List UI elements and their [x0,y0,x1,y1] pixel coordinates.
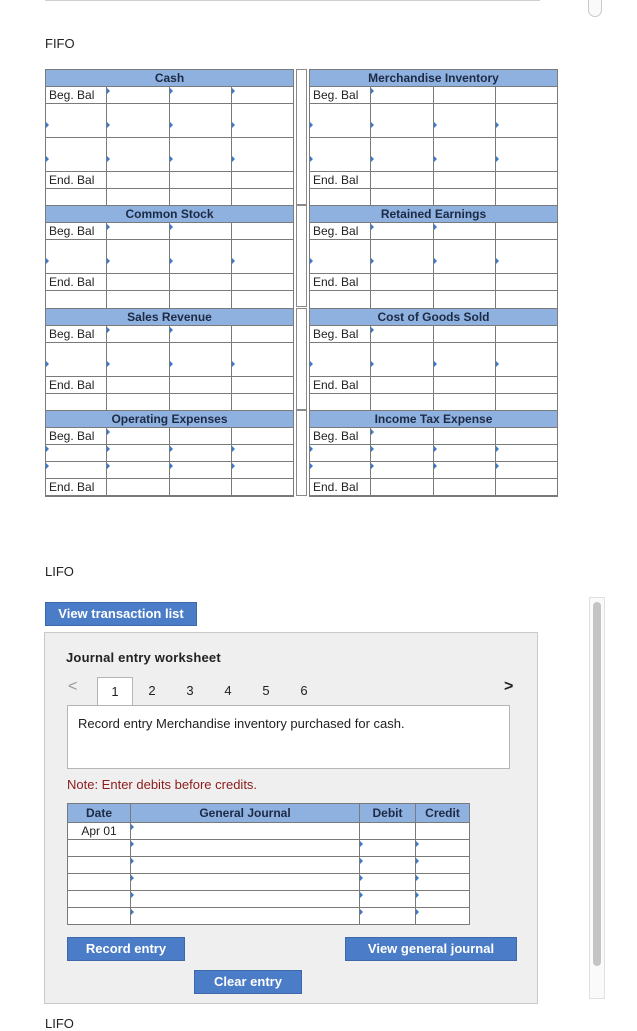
common-debit-input[interactable] [107,257,170,273]
t-account-operating-expenses [45,410,294,497]
opex-credit-input[interactable] [232,462,293,478]
date-cell [68,891,131,908]
credit-input[interactable] [416,840,470,857]
tax-credit-input[interactable] [496,428,557,444]
credit-input[interactable] [416,891,470,908]
table-row [68,823,470,840]
common-ref-input[interactable] [46,257,107,273]
t-account-title: Sales Revenue [46,309,293,326]
scrollbar-top[interactable] [588,0,602,17]
credit-input[interactable] [416,874,470,891]
opex-ref-input[interactable] [170,428,232,444]
retained-debit-input[interactable] [371,257,434,273]
tax-ref-input[interactable] [310,445,371,461]
debit-input[interactable] [360,908,416,925]
sales-ref-input[interactable] [170,326,232,342]
credit-input[interactable] [416,823,470,840]
merch-credit-input[interactable] [496,121,557,137]
beg-bal-label: Beg. Bal [46,326,107,342]
date-header: Date [68,804,131,823]
retained-end-debit[interactable] [371,274,434,290]
opex-end-debit[interactable] [107,479,170,495]
opex-end-credit[interactable] [232,479,293,495]
t-account-title: Income Tax Expense [310,411,557,428]
t-account-title: Cash [46,70,293,87]
opex-ref-input[interactable] [46,445,107,461]
debit-input[interactable] [360,823,416,840]
merch-ref-input[interactable] [434,121,496,137]
opex-debit-input[interactable] [107,428,170,444]
top-divider [45,0,540,1]
merch-credit-input[interactable] [496,87,557,103]
account-input[interactable] [131,823,360,840]
beg-bal-label: Beg. Bal [310,223,371,239]
retained-debit-input[interactable] [371,223,434,239]
merch-end-debit[interactable] [371,172,434,188]
cogs-end-credit[interactable] [496,377,557,393]
end-bal-label: End. Bal [310,479,371,495]
panel-scrollbar[interactable] [589,597,605,999]
t-account-title: Common Stock [46,206,293,223]
retained-credit-input[interactable] [496,257,557,273]
cogs-ref-input[interactable] [310,360,371,376]
common-credit-input[interactable] [232,257,293,273]
entry-text: Record entry Merchandise inventory purchased for cash. [78,716,405,731]
cogs-credit-input[interactable] [496,360,557,376]
tab-entry-3[interactable]: 3 [186,683,194,698]
beg-bal-label: Beg. Bal [310,326,371,342]
beg-bal-label: Beg. Bal [310,87,371,103]
scrollbar-thumb[interactable] [593,602,601,966]
date-cell [68,908,131,925]
account-input[interactable] [131,840,360,857]
table-row [68,891,470,908]
beg-bal-label: Beg. Bal [46,87,107,103]
debit-input[interactable] [360,840,416,857]
credit-header: Credit [416,804,470,823]
retained-ref-input[interactable] [434,257,496,273]
tax-credit-input[interactable] [496,445,557,461]
opex-debit-input[interactable] [107,462,170,478]
end-bal-label: End. Bal [46,172,107,188]
date-cell [68,840,131,857]
retained-end-credit[interactable] [496,274,557,290]
tab-entry-1[interactable]: 1 [97,677,133,705]
merch-credit-input[interactable] [496,155,557,171]
tax-debit-input[interactable] [371,462,434,478]
beg-bal-label: Beg. Bal [310,428,371,444]
cogs-ref-input[interactable] [434,360,496,376]
beg-bal-label: Beg. Bal [46,428,107,444]
sales-debit-input[interactable] [107,360,170,376]
clear-entry-button[interactable]: Clear entry [194,970,302,994]
tab-entry-4[interactable]: 4 [224,683,232,698]
sales-credit-input[interactable] [232,360,293,376]
cash-credit-input[interactable] [232,121,293,137]
end-bal-label: End. Bal [46,274,107,290]
end-bal-label: End. Bal [46,479,107,495]
account-input[interactable] [131,891,360,908]
tax-ref-input[interactable] [434,428,496,444]
t-account-title: Operating Expenses [46,411,293,428]
common-debit-input[interactable] [107,223,170,239]
common-end-credit[interactable] [232,274,293,290]
sales-debit-input[interactable] [107,326,170,342]
common-ref-input[interactable] [170,257,232,273]
cash-debit-input[interactable] [107,121,170,137]
debit-input[interactable] [360,891,416,908]
account-input[interactable] [131,857,360,874]
sales-ref-input[interactable] [170,360,232,376]
t-account-divider [296,205,307,307]
t-account-income-tax-expense [309,410,558,497]
table-row [68,874,470,891]
sales-credit-input[interactable] [232,326,293,342]
merch-ref-input[interactable] [310,121,371,137]
table-row [68,908,470,925]
debit-input[interactable] [360,874,416,891]
chevron-left-icon[interactable]: < [68,678,78,695]
t-account-common-stock [45,205,294,309]
cogs-end-debit[interactable] [371,377,434,393]
account-input[interactable] [131,908,360,925]
cash-end-credit[interactable] [232,172,293,188]
t-account-merchandise-inventory [309,69,558,207]
cash-credit-input[interactable] [170,87,232,103]
lifo-label: LIFO [45,564,74,579]
date-cell [68,874,131,891]
table-row [68,857,470,874]
opex-ref-input[interactable] [170,462,232,478]
common-credit-input[interactable] [232,223,293,239]
cash-ref-input[interactable] [46,155,107,171]
t-account-sales-revenue [45,308,294,412]
common-end-debit[interactable] [107,274,170,290]
sales-ref-input[interactable] [46,360,107,376]
tab-entry-2[interactable]: 2 [148,683,156,698]
debit-header: Debit [360,804,416,823]
retained-credit-input[interactable] [496,223,557,239]
cogs-debit-input[interactable] [371,326,434,342]
t-account-retained-earnings [309,205,558,309]
chevron-right-icon[interactable]: > [504,678,514,695]
entry-tabs [97,677,323,705]
merch-ref-input[interactable] [310,155,371,171]
sales-end-debit[interactable] [107,377,170,393]
cash-ref-input[interactable] [46,121,107,137]
t-account-divider [296,69,307,205]
general-journal-header: General Journal [131,804,360,823]
fifo-label: FIFO [45,36,75,51]
cash-end-label [170,172,232,188]
cogs-ref-input[interactable] [434,326,496,342]
t-account-title: Merchandise Inventory [310,70,557,87]
account-input[interactable] [131,874,360,891]
beg-bal-label: Beg. Bal [46,223,107,239]
merch-ref-input[interactable] [434,155,496,171]
sales-end-credit[interactable] [232,377,293,393]
date-cell: Apr 01 [68,823,131,840]
t-account-cash [45,69,294,207]
tax-debit-input[interactable] [371,428,434,444]
cogs-debit-input[interactable] [371,360,434,376]
retained-ref-input[interactable] [310,257,371,273]
merch-debit-input[interactable] [371,87,434,103]
common-ref-input[interactable] [170,223,232,239]
merch-end-credit[interactable] [496,172,557,188]
t-account-cost-of-goods-sold [309,308,558,412]
table-row [68,840,470,857]
t-account-title: Retained Earnings [310,206,557,223]
t-account-divider [296,308,307,410]
tax-credit-input[interactable] [496,462,557,478]
worksheet-title: Journal entry worksheet [66,650,221,665]
tax-end-credit[interactable] [496,479,557,495]
cash-debit-input[interactable] [107,87,170,103]
end-bal-label: End. Bal [310,274,371,290]
retained-ref-input[interactable] [434,223,496,239]
tax-ref-input[interactable] [310,462,371,478]
tax-ref-input[interactable] [434,462,496,478]
debits-note: Note: Enter debits before credits. [67,777,258,792]
cash-credit-input[interactable] [232,87,293,103]
view-general-journal-button[interactable]: View general journal [345,937,517,961]
opex-credit-input[interactable] [232,445,293,461]
cash-ref-input[interactable] [170,121,232,137]
cash-ref-input[interactable] [170,155,232,171]
t-account-title: Cost of Goods Sold [310,309,557,326]
tab-entry-5[interactable]: 5 [262,683,270,698]
entry-description [67,705,510,769]
cash-debit-input[interactable] [107,155,170,171]
merch-debit-input[interactable] [371,121,434,137]
opex-ref-input[interactable] [46,462,107,478]
debit-input[interactable] [360,857,416,874]
credit-input[interactable] [416,857,470,874]
opex-debit-input[interactable] [107,445,170,461]
opex-ref-input[interactable] [170,445,232,461]
cash-end-debit[interactable] [107,172,170,188]
cogs-credit-input[interactable] [496,326,557,342]
date-cell [68,857,131,874]
end-bal-label: End. Bal [310,377,371,393]
view-transaction-list-button[interactable]: View transaction list [45,602,197,626]
tax-ref-input[interactable] [434,445,496,461]
tax-end-debit[interactable] [371,479,434,495]
general-journal-table [67,803,470,925]
cash-credit-input[interactable] [232,155,293,171]
credit-input[interactable] [416,908,470,925]
merch-debit-input[interactable] [371,155,434,171]
tab-entry-6[interactable]: 6 [300,683,308,698]
record-entry-button[interactable]: Record entry [67,937,185,961]
end-bal-label: End. Bal [46,377,107,393]
merch-ref-input[interactable] [434,87,496,103]
opex-credit-input[interactable] [232,428,293,444]
tax-debit-input[interactable] [371,445,434,461]
end-bal-label: End. Bal [310,172,371,188]
lifo-bottom-label: LIFO [45,1016,74,1031]
t-account-divider [296,410,307,496]
